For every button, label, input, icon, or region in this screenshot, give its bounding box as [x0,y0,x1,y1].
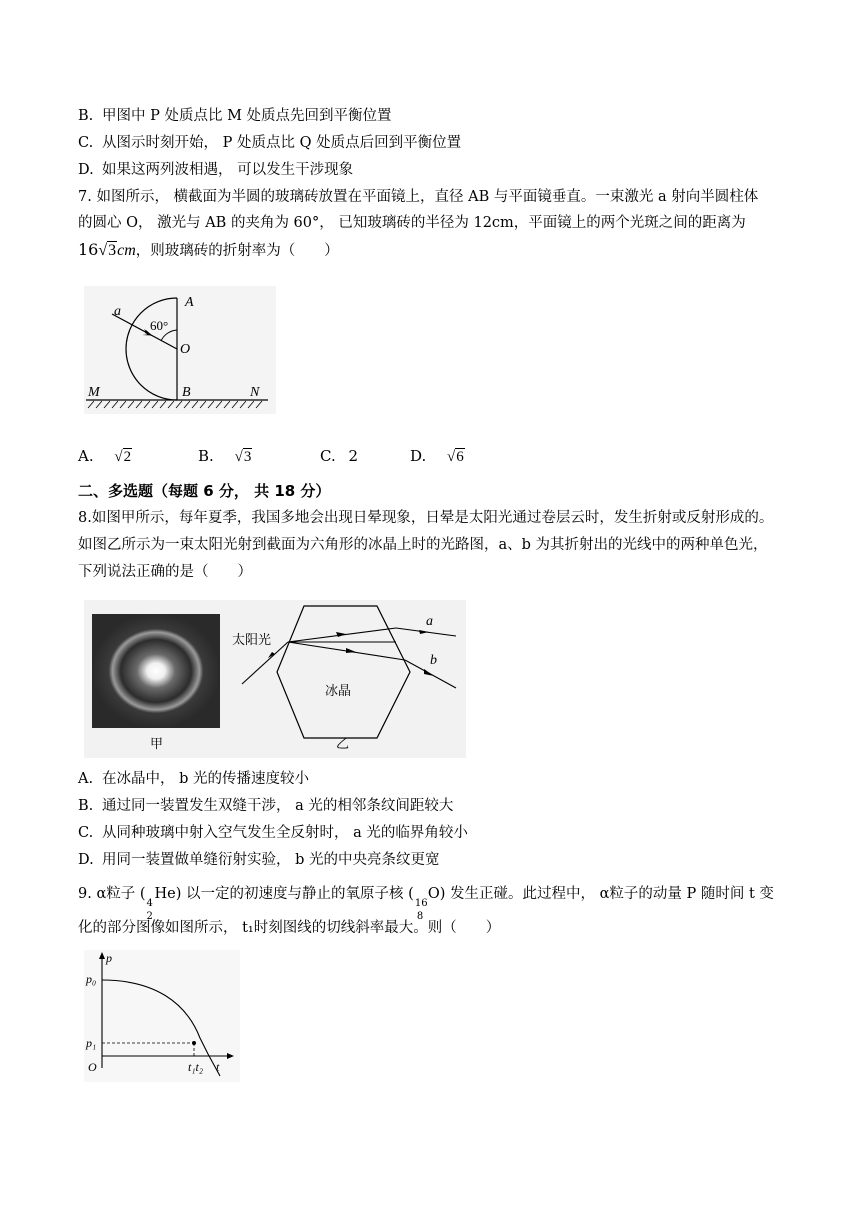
section-title: 二、多选题（每题 6 分， 共 18 分） [78,482,331,500]
q8-stem-line1: 8.如图甲所示，每年夏季，我国多地会出现日晕现象，日晕是太阳光通过卷层云时，发生折射或反射形成的。 [78,510,774,526]
q7-stem-line3: 16√3cm，则玻璃砖的折射率为（ ） [78,240,339,259]
q8-option-a: A. 在冰晶中， b 光的传播速度较小 [78,771,309,787]
halo-photo [92,614,220,728]
q7-glass-brick-figure [84,286,276,414]
ray-label-a: a [114,304,121,319]
ice-label: 冰晶 [325,684,352,699]
q6-option-b: B. 甲图中 P 处质点比 M 处质点先回到平衡位置 [78,108,392,124]
q8-option-b: B. 通过同一装置发生双缝干涉， a 光的相邻条纹间距较大 [78,798,454,814]
sqrt-symbol: √3 [98,242,117,259]
q8-halo-figure [84,600,466,758]
q7-stem-line2: 的圆心 O， 激光与 AB 的夹角为 60°， 已知玻璃砖的半径为 12cm，平面镜上的两个光斑之间的距离为 [78,215,746,231]
axis-label-t: t [216,1060,220,1074]
q6-option-c: C. 从图示时刻开始， P 处质点比 Q 处质点后回到平衡位置 [78,135,462,151]
q9-stem-line1: 9. α粒子 ( 4 2 He) 以一定的初速度与静止的氧原子核 ( 16 8 O) 发生正碰。此过程中， α粒子的动量 P 随时间 t 变 [78,886,774,922]
q8-stem-line2: 如图乙所示为一束太阳光射到截面为六角形的冰晶上时的光路图，a、b 为其折射出的光线中的两种单色光， [78,537,768,553]
q7-option-d: D. √6 [410,447,464,465]
q6-option-d: D. 如果这两列波相遇， 可以发生干涉现象 [78,162,354,178]
q9-stem-line2: 化的部分图像如图所示， t₁时刻图线的切线斜率最大。则（ ） [78,920,501,936]
q8-stem-line3: 下列说法正确的是（ ） [78,564,252,580]
sun-label: 太阳光 [232,633,272,648]
ray-label-a: a [426,614,433,629]
tick-label-p0: p₀ [86,972,97,986]
label-jia: 甲 [150,737,164,752]
point-label-m: M [88,385,100,400]
point-label-b: B [182,385,191,400]
q7-option-c: C. 2 [320,447,359,465]
point-label-a: A [185,295,194,310]
point-label-o: O [180,342,191,357]
axis-label-p: p [106,951,112,965]
q9-momentum-time-graph [84,950,240,1082]
q7-option-b: B. √3 [198,447,252,465]
tick-label-p1: p₁ [86,1036,97,1050]
q8-option-d: D. 用同一装置做单缝衍射实验， b 光的中央亮条纹更宽 [78,852,440,868]
origin-label: O [88,1060,97,1074]
q7-option-a: A. √2 [78,447,132,465]
q7-stem-line1: 7. 如图所示， 横截面为半圆的玻璃砖放置在平面镜上，直径 AB 与平面镜垂直。一束激光 a 射向半圆柱体 [78,189,759,205]
q8-option-c: C. 从同种玻璃中射入空气发生全反射时， a 光的临界角较小 [78,825,468,841]
label-yi: 乙 [336,737,350,752]
oxygen-nuclide: ( 16 8 O) [408,886,446,922]
helium-nuclide: ( 4 2 He) [139,886,182,922]
point-label-n: N [250,385,260,400]
angle-label: 60° [150,318,169,333]
tick-label-t1t2: t₁t₂ [188,1060,204,1074]
ray-label-b: b [430,653,437,668]
